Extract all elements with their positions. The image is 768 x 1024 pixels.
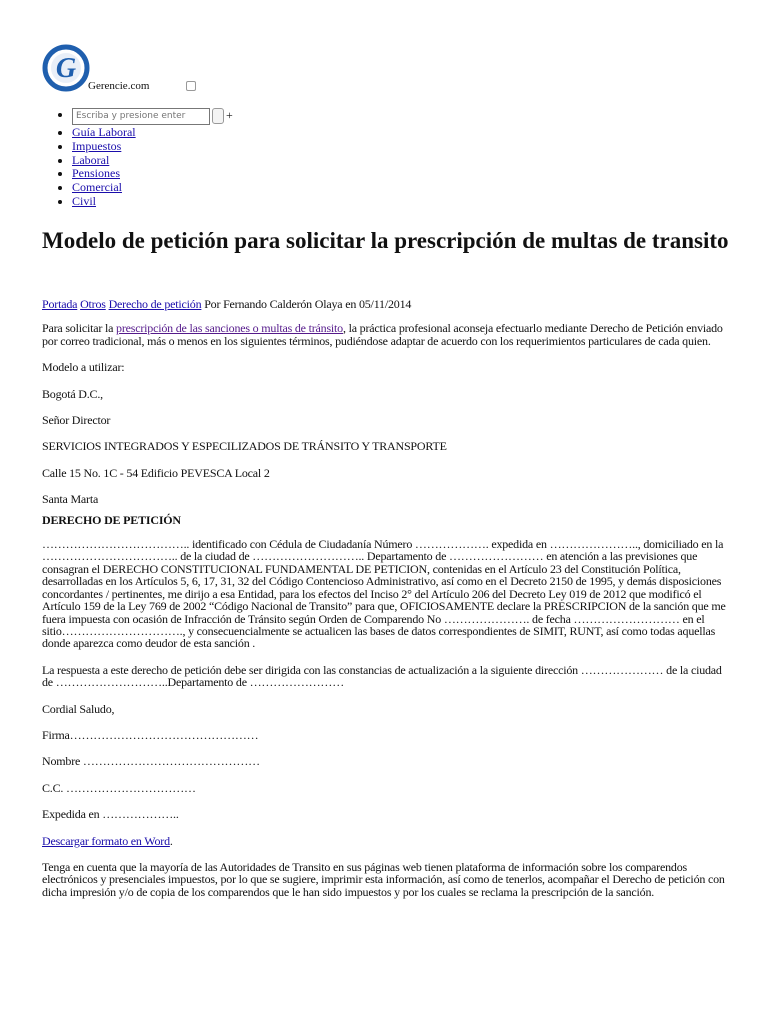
article-title: Modelo de petición para solicitar la prescripción de multas de transito — [42, 228, 729, 253]
search-button[interactable] — [212, 108, 224, 124]
letter-response: La respuesta a este derecho de petición debe ser dirigida con las constancias de actualización a la siguiente dirección ………………… de la ciudad de ………………………..Departamento de …………………… — [42, 662, 722, 690]
nav-link-impuestos[interactable]: Impuestos — [72, 138, 122, 153]
article-body — [42, 298, 732, 912]
intro-text-after: , la práctica profesional aconseja efectuarlo mediante Derecho de Petición enviado por correo tradicional, más o menos en los siguientes términos, pudiéndose adaptar de acuerdo con los requerimientos particulares de cada quien. — [42, 321, 723, 348]
gerencie-logo-icon[interactable] — [42, 44, 90, 92]
letter-greeting: Cordial Saludo, — [42, 701, 115, 716]
breadcrumb-otros[interactable]: Otros — [80, 297, 106, 311]
letter-heading — [42, 514, 732, 526]
breadcrumb-portada[interactable]: Portada — [42, 297, 78, 311]
plus-icon[interactable]: • + — [226, 108, 233, 123]
closing-paragraph: Tenga en cuenta que la mayoría de las Autoridades de Transito en sus páginas web tienen plataforma de información sobre los comparendos electrónicos y presenciales impuestos, por lo que se sugiere, imprimir esta información, así como de tenerlos, acompañar el Derecho de petición con dicha impresión y/o de copia de los comparendos que le han sido impuestos y por los cuales se reclama la prescripción de la sanción. — [42, 859, 725, 899]
menu-toggle-checkbox[interactable] — [186, 81, 196, 91]
letter-recipient: Señor Director — [42, 413, 111, 428]
nav-item-laboral — [72, 154, 372, 168]
letter-location: Santa Marta — [42, 492, 99, 507]
letter-nombre: Nombre ……………………………………… — [42, 754, 260, 769]
letter-firma: Firma………………………………………… — [42, 727, 259, 742]
search-input[interactable] — [72, 108, 210, 125]
letter-body: ……………………………….. identificado con Cédula de Ciudadanía Número ………………. expedida en ………………….., domiciliado en la …………………………….. de la ciudad de ……………………….. Departamento de …………………… en atención a las previsiones que consagran el DERECHO CONSTITUCIONAL FUNDAMENTAL DE PETICION, contenidas en el Artículo 23 del Constitución Política, desarrolladas en los Artículos 5, 6, 17, 31, 32 del Código Contencioso Administrativo, así como en el Decreto 2150 de 1995, y demás disposiciones concordantes / pertinentes, me dirijo a esa Entidad, para los efectos del Inciso 2° del Artículo 206 del Decreto Ley 019 de 2012 que modificó el Artículo 159 de la Ley 769 de 2002 “Código Nacional de Transito” para que, OFICIOSAMENTE declare la PRESCRIPCION de la sanción que me fuera impuesta con ocasión de Infracción de Tránsito según Orden de Comparendo No …………………. de fecha ……………………… en el sitio…………………………., y consecuencialmente se actualicen las bases de datos correspondientes de SIMIT, RUNT, así como todas aquellas donde aparezca como deudor de esta sanción . — [42, 537, 726, 651]
download-word-link[interactable]: Descargar formato en Word — [42, 833, 170, 848]
main-navigation — [42, 106, 372, 209]
nav-item-comercial — [72, 181, 372, 195]
logo-letter: G — [55, 53, 77, 84]
download-period: . — [169, 833, 173, 848]
letter-entity: SERVICIOS INTEGRADOS Y ESPECILIZADOS DE TRÁNSITO Y TRANSPORTE — [42, 439, 447, 454]
intro-text-before: Para solicitar la — [42, 321, 117, 336]
nav-link-guia-laboral[interactable]: Guía Laboral — [72, 125, 136, 139]
download-paragraph — [42, 835, 732, 847]
model-label: Modelo a utilizar: — [42, 360, 125, 375]
nav-link-pensiones[interactable]: Pensiones — [72, 166, 120, 181]
letter-heading-text: DERECHO DE PETICIÓN — [42, 512, 181, 527]
site-brand[interactable]: Gerencie.com — [88, 80, 150, 92]
letter-cc: C.C. …………………………… — [42, 780, 196, 795]
nav-link-comercial[interactable]: Comercial — [72, 180, 122, 195]
nav-item-impuestos — [72, 140, 372, 154]
breadcrumb-derecho-de-peticion[interactable]: Derecho de petición — [108, 297, 202, 311]
nav-item-civil — [72, 195, 372, 209]
article-meta — [42, 298, 732, 310]
nav-search-item — [72, 106, 372, 126]
letter-address: Calle 15 No. 1C - 54 Edificio PEVESCA Local 2 — [42, 465, 270, 480]
nav-item-guia-laboral — [72, 126, 372, 140]
intro-paragraph — [42, 322, 732, 347]
nav-link-civil[interactable]: Civil — [72, 193, 97, 208]
nav-item-pensiones — [72, 167, 372, 181]
article-byline: Por Fernando Calderón Olaya en 05/11/2014 — [204, 297, 412, 311]
letter-expedida: Expedida en ……………….. — [42, 807, 179, 822]
letter-city: Bogotá D.C., — [42, 386, 103, 401]
intro-link[interactable]: prescripción de las sanciones o multas de tránsito — [116, 321, 343, 336]
nav-link-laboral[interactable]: Laboral — [72, 152, 110, 167]
